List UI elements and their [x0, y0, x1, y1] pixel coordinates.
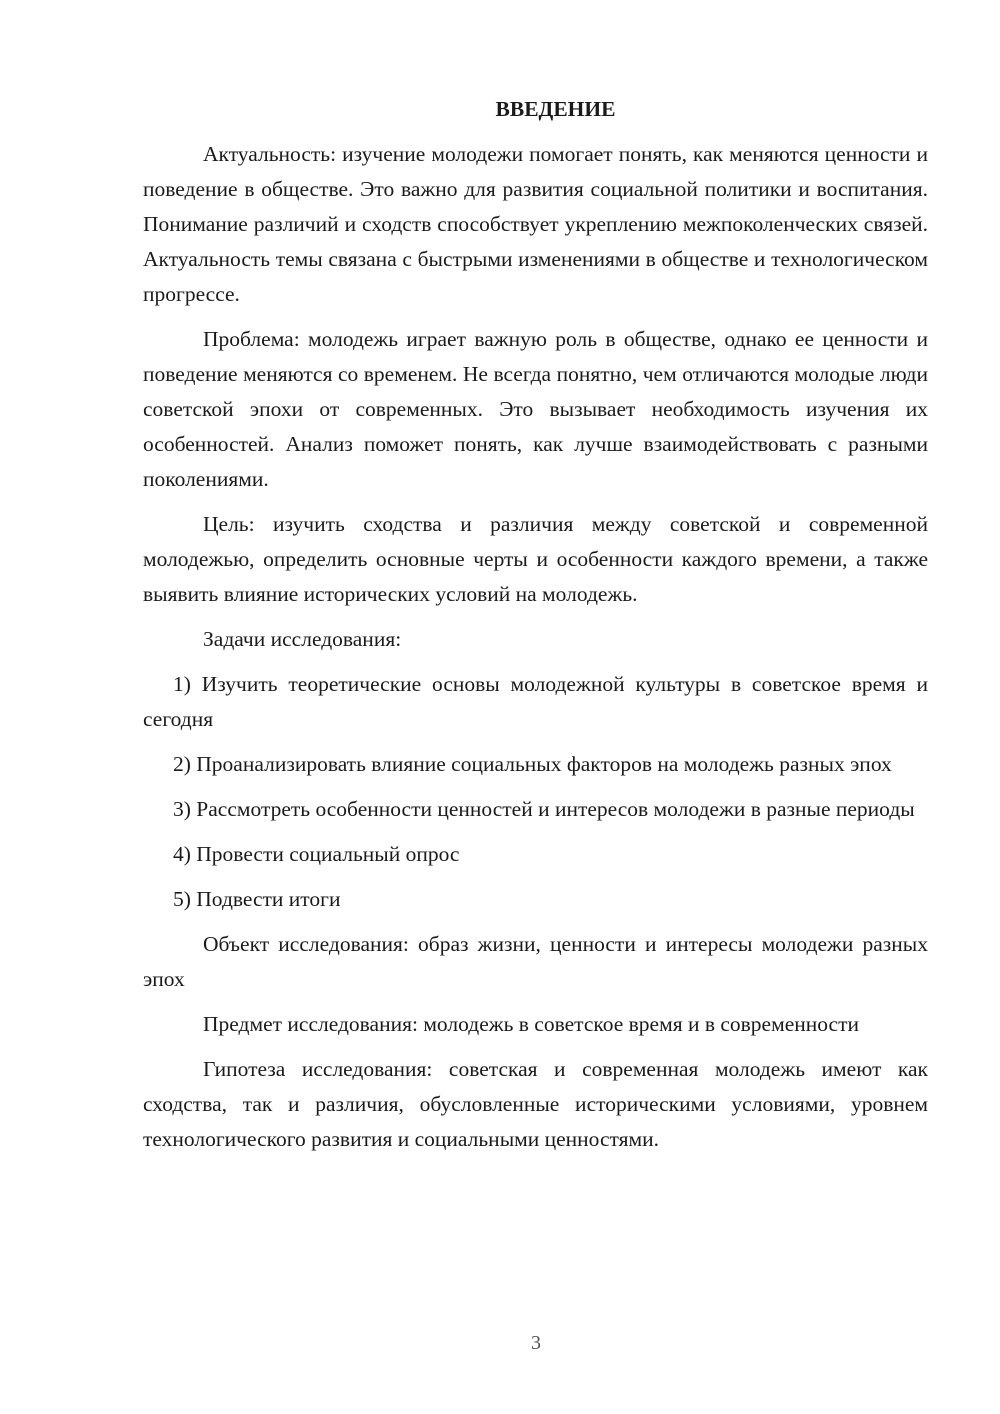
relevance-paragraph: Актуальность: изучение молодежи помогает понять, как меняются ценности и поведение в обществе. Это важно для развития социальной политики и воспитания. Понимание различий и сходств способствует укреплению межпоколенческих связей. Актуальность темы связана с быстрыми изменениями в обществе и технологическом прогрессе. — [143, 142, 928, 306]
problem-paragraph: Проблема: молодежь играет важную роль в обществе, однако ее ценности и поведение меняются со временем. Не всегда понятно, чем отличаются молодые люди советской эпохи от современных. Это вызывает необходимость изучения их особенностей. Анализ поможет понять, как лучше взаимодействовать с разными поколениями. — [143, 327, 928, 491]
task-item-1: 1) Изучить теоретические основы молодежной культуры в советское время и сегодня — [143, 672, 928, 731]
goal-paragraph: Цель: изучить сходства и различия между советской и современной молодежью, определить основные черты и особенности каждого времени, а также выявить влияние исторических условий на молодежь. — [143, 512, 928, 606]
tasks-heading: Задачи исследования: — [203, 627, 402, 651]
page-number: 3 — [531, 1332, 541, 1354]
page-title: ВВЕДЕНИЕ — [495, 97, 616, 121]
task-item-3: 3) Рассмотреть особенности ценностей и интересов молодежи в разные периоды — [173, 797, 915, 821]
document-page — [143, 92, 928, 1167]
hypothesis-paragraph: Гипотеза исследования: советская и современная молодежь имеют как сходства, так и различия, обусловленные историческими условиями, уровнем технологического развития и социальными ценностями. — [143, 1057, 928, 1151]
task-item-5: 5) Подвести итоги — [173, 887, 341, 911]
task-item-2: 2) Проанализировать влияние социальных факторов на молодежь разных эпох — [173, 752, 892, 776]
task-item-4: 4) Провести социальный опрос — [173, 842, 460, 866]
object-paragraph: Объект исследования: образ жизни, ценности и интересы молодежи разных эпох — [143, 932, 928, 991]
subject-paragraph: Предмет исследования: молодежь в советское время и в современности — [203, 1012, 859, 1036]
